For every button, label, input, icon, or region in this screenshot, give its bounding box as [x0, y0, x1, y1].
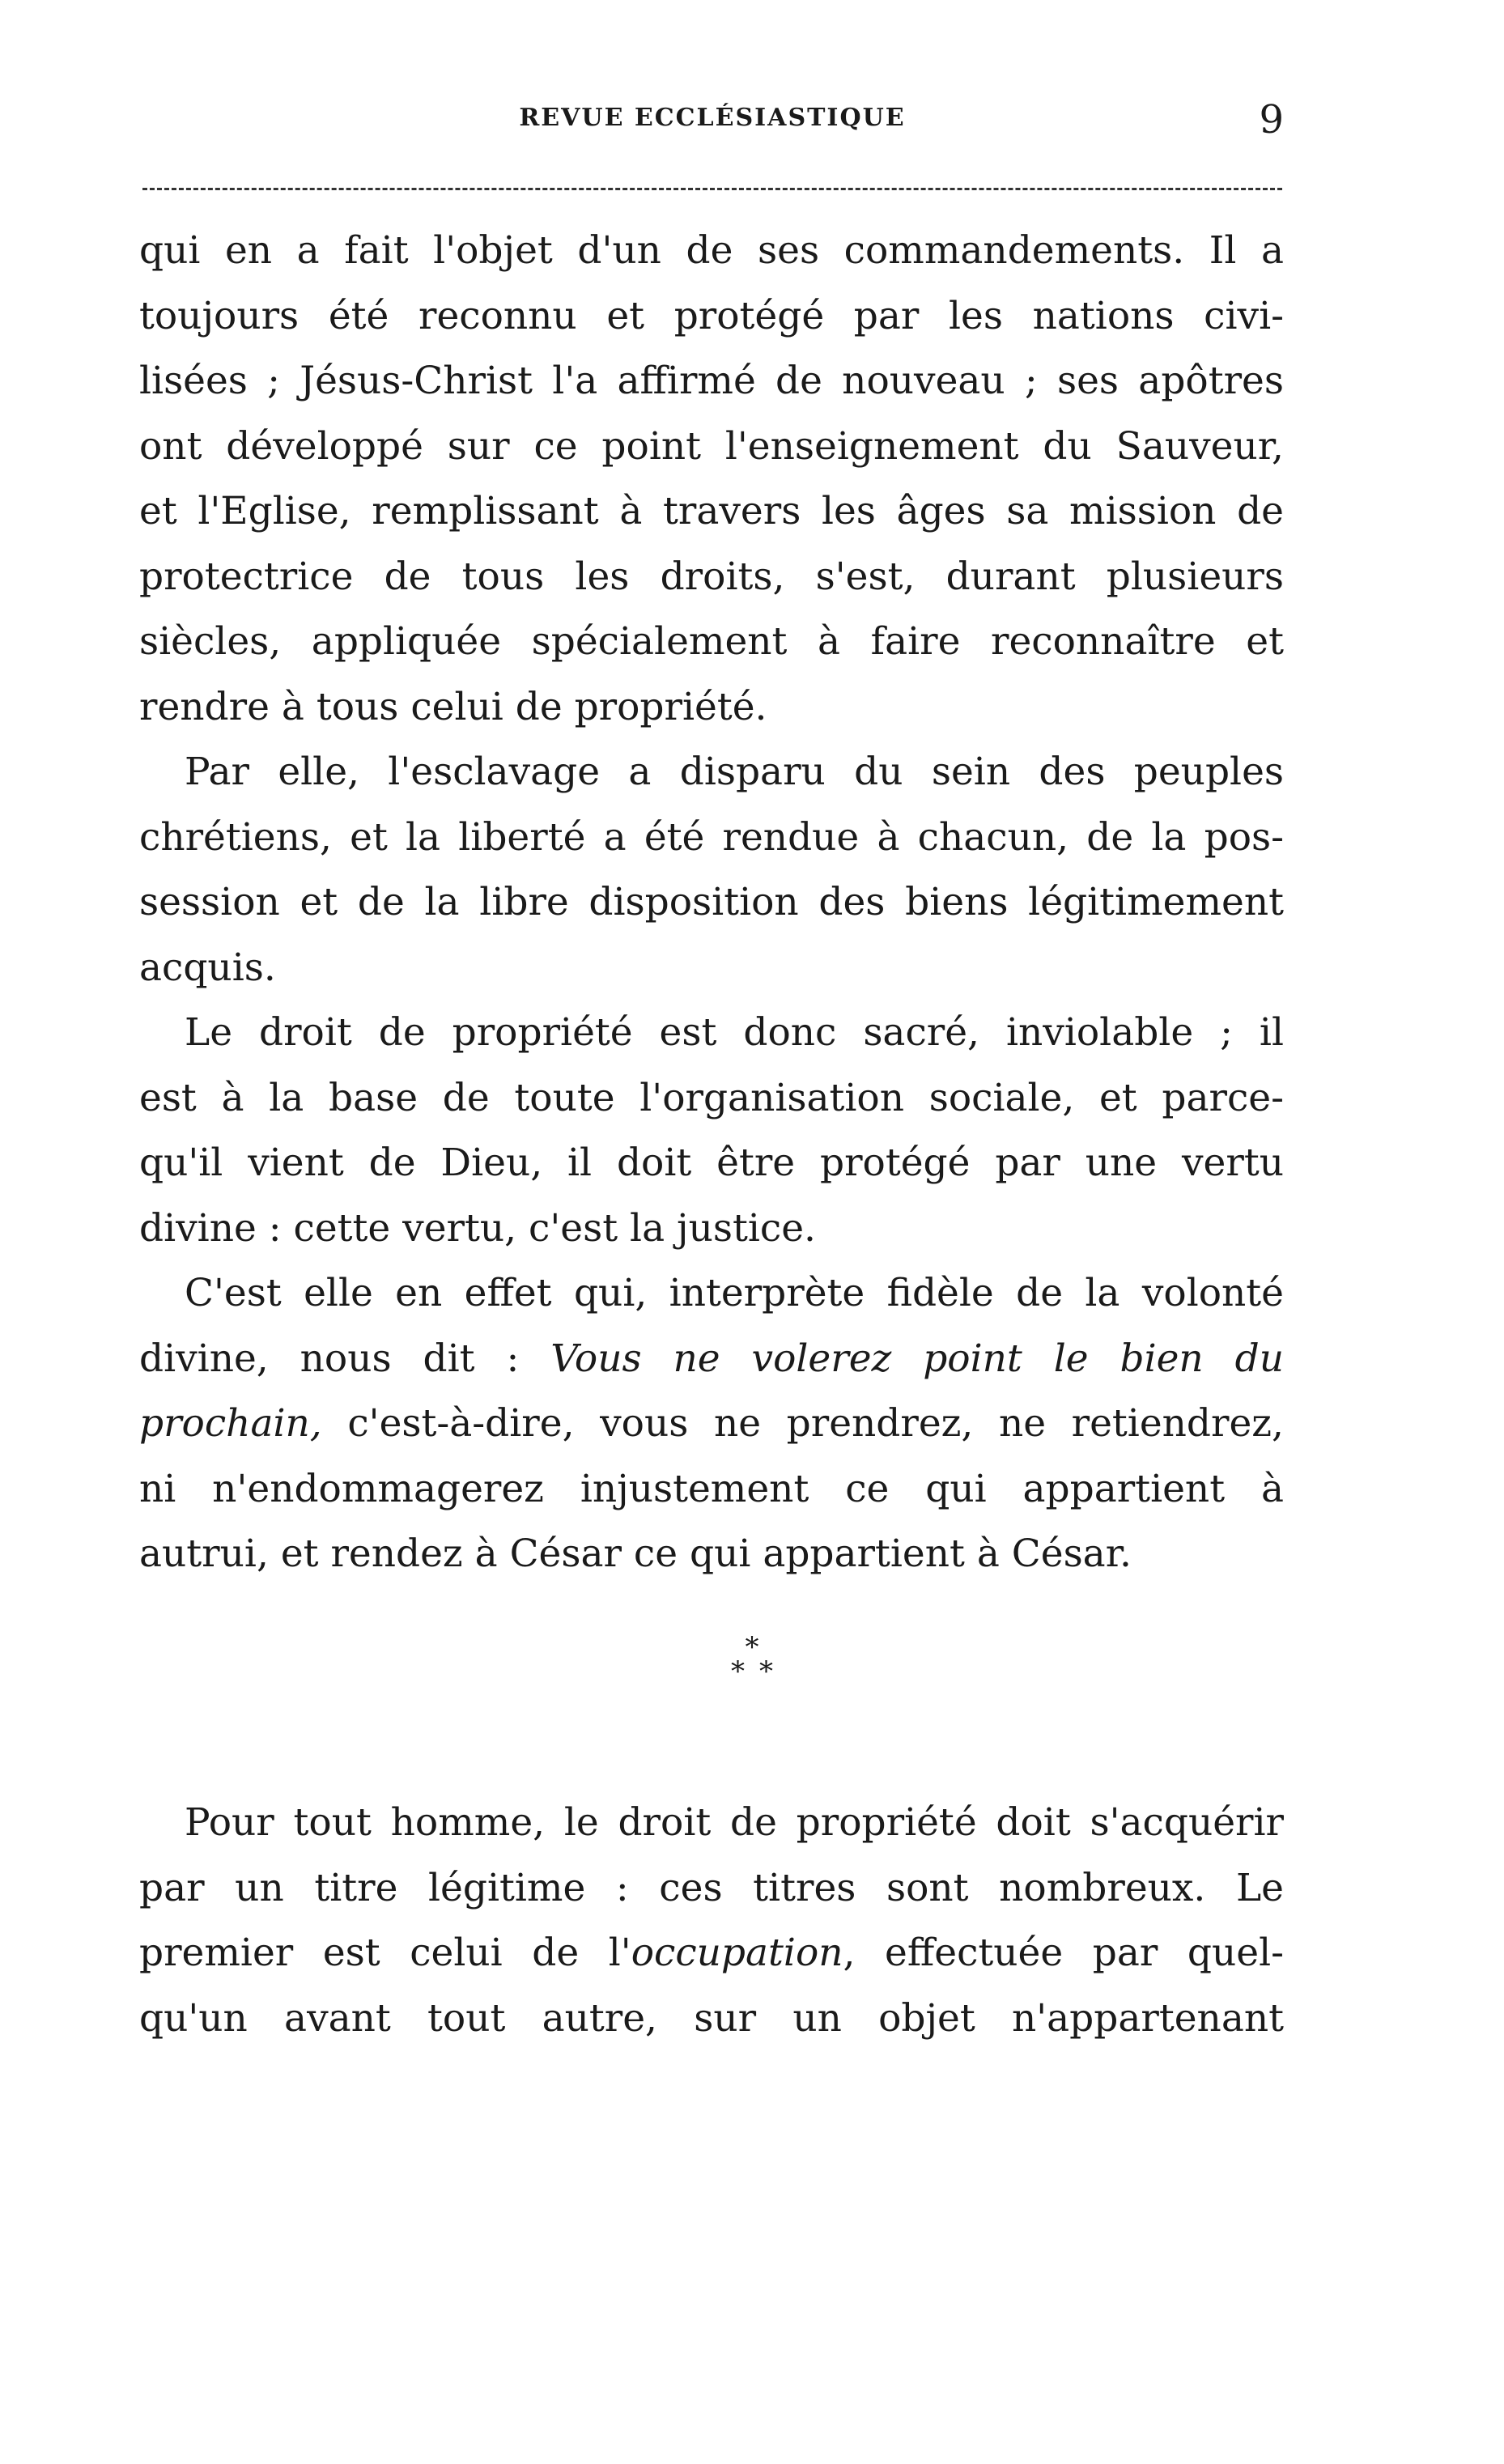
text-line: divine, nous dit : Vous ne volerez point le bien du — [139, 1336, 1284, 1381]
text-line: chrétiens, et la liberté a été rendue à chacun, de la pos- — [139, 814, 1284, 860]
text-line: ni n'endommagerez injustement ce qui appartient à — [139, 1466, 1284, 1511]
running-head — [138, 97, 1287, 146]
header-rule — [142, 188, 1282, 190]
text-line: qui en a fait l'objet d'un de ses commandements. Il a — [139, 228, 1284, 273]
text-line: C'est elle en effet qui, interprète fidèle de la volonté — [185, 1271, 1284, 1315]
text-line: par un titre légitime : ces titres sont nombreux. Le — [139, 1865, 1284, 1910]
text-line: Par elle, l'esclavage a disparu du sein des peuples — [185, 750, 1284, 794]
text-line: prochain, c'est-à-dire, vous ne prendrez, ne retiendrez, — [139, 1401, 1284, 1446]
italic-quotation: Vous ne volerez point le bien du — [550, 1336, 1284, 1381]
asterism-separator — [0, 1631, 1504, 1688]
text-line: est à la base de toute l'organisation sociale, et parce- — [139, 1075, 1284, 1120]
running-title: REVUE ECCLÉSIASTIQUE — [519, 104, 906, 132]
text-line: acquis. — [139, 945, 276, 990]
text-line: lisées ; Jésus-Christ l'a affirmé de nouveau ; ses apôtres — [139, 359, 1284, 403]
page-number: 9 — [1259, 97, 1284, 142]
text-line: divine : cette vertu, c'est la justice. — [139, 1205, 816, 1251]
text-line: ont développé sur ce point l'enseignement du Sauveur, — [139, 423, 1284, 469]
text-line: Le droit de propriété est donc sacré, inviolable ; il — [185, 1010, 1284, 1055]
italic-term: occupation — [631, 1931, 843, 1975]
text-line: Pour tout homme, le droit de propriété doit s'acquérir — [185, 1800, 1284, 1845]
text-line: siècles, appliquée spécialement à faire reconnaître et — [139, 619, 1284, 664]
text-line: et l'Eglise, remplissant à travers les âges sa mission de — [139, 489, 1284, 533]
text-line: qu'il vient de Dieu, il doit être protégé par une vertu — [139, 1141, 1284, 1185]
text-line: rendre à tous celui de propriété. — [139, 684, 767, 729]
asterism-bottom: ** — [731, 1655, 788, 1688]
main-text-block — [139, 219, 1284, 1587]
text-line: session et de la libre disposition des biens légitimement — [139, 880, 1284, 924]
text-line: premier est celui de l'occupation, effectuée par quel- — [139, 1931, 1284, 1975]
asterism-top: * — [745, 1631, 759, 1663]
text-line: toujours été reconnu et protégé par les nations civi- — [139, 293, 1284, 338]
text-line: qu'un avant tout autre, sur un objet n'appartenant — [139, 1995, 1284, 2041]
italic-quotation: prochain, — [139, 1401, 322, 1446]
text-line: protectrice de tous les droits, s'est, durant plusieurs — [139, 554, 1284, 599]
text-line: autrui, et rendez à César ce qui appartient à César. — [139, 1532, 1132, 1576]
second-text-block — [139, 1791, 1284, 2051]
